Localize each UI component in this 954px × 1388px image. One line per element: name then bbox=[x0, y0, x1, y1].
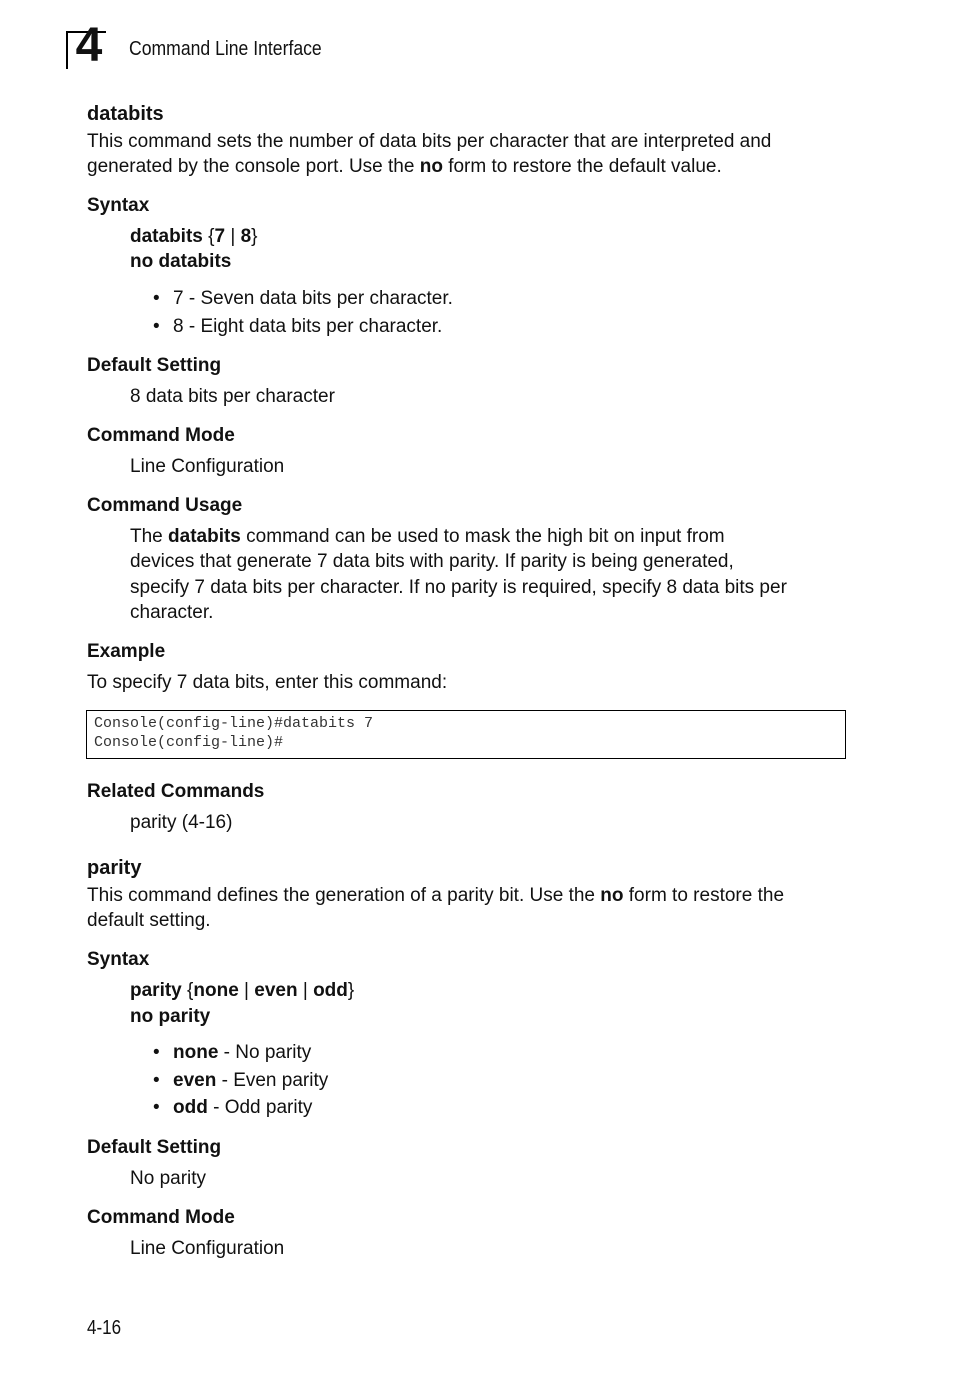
code-line: Console(config-line)# bbox=[94, 734, 284, 751]
databits-default-value: 8 data bits per character bbox=[130, 386, 335, 407]
parity-description-line-2: default setting. bbox=[87, 910, 211, 931]
databits-default-heading: Default Setting bbox=[87, 355, 222, 376]
parity-bullet-item: even - Even parity bbox=[173, 1070, 329, 1091]
databits-example-intro: To specify 7 data bits, enter this command: bbox=[87, 672, 448, 693]
bullet-glyph: • bbox=[153, 1070, 160, 1091]
databits-syntax-no-line: no databits bbox=[130, 251, 232, 272]
databits-example-heading: Example bbox=[87, 641, 166, 662]
parity-default-heading: Default Setting bbox=[87, 1137, 222, 1158]
code-line: Console(config-line)#databits 7 bbox=[94, 715, 374, 732]
bullet-glyph: • bbox=[153, 1097, 160, 1118]
databits-mode-value: Line Configuration bbox=[130, 456, 285, 477]
databits-title: databits bbox=[87, 103, 164, 125]
chapter-number: 4 bbox=[75, 19, 103, 72]
databits-related-link[interactable]: parity (4-16) bbox=[130, 812, 233, 833]
parity-title: parity bbox=[87, 857, 142, 879]
databits-usage-line-2: devices that generate 7 data bits with parity. If parity is being generated, bbox=[130, 551, 734, 572]
parity-syntax-no-line: no parity bbox=[130, 1006, 211, 1027]
parity-mode-value: Line Configuration bbox=[130, 1238, 285, 1259]
bullet-glyph: • bbox=[153, 288, 160, 309]
databits-bullet-item: 7 - Seven data bits per character. bbox=[173, 288, 453, 309]
parity-syntax-heading: Syntax bbox=[87, 949, 150, 970]
databits-mode-heading: Command Mode bbox=[87, 425, 235, 446]
databits-bullet-item: 8 - Eight data bits per character. bbox=[173, 316, 443, 337]
parity-default-value: No parity bbox=[130, 1168, 207, 1189]
databits-syntax-line: databits {7 | 8} bbox=[130, 226, 258, 247]
databits-usage-heading: Command Usage bbox=[87, 495, 243, 516]
parity-syntax-line: parity {none | even | odd} bbox=[130, 980, 355, 1001]
databits-usage-line-3: specify 7 data bits per character. If no parity is required, specify 8 data bits per bbox=[130, 577, 787, 598]
databits-description-line-1: This command sets the number of data bits per character that are interpreted and bbox=[87, 131, 772, 152]
parity-bullet-item: odd - Odd parity bbox=[173, 1097, 313, 1118]
parity-mode-heading: Command Mode bbox=[87, 1207, 235, 1228]
chapter-title: Command Line Interface bbox=[129, 38, 322, 60]
databits-related-heading: Related Commands bbox=[87, 781, 265, 802]
parity-bullet-item: none - No parity bbox=[173, 1042, 312, 1063]
page-number: 4-16 bbox=[87, 1317, 122, 1339]
parity-description-line-1: This command defines the generation of a parity bit. Use the no form to restore the bbox=[87, 885, 785, 906]
bullet-glyph: • bbox=[153, 1042, 160, 1063]
bullet-glyph: • bbox=[153, 316, 160, 337]
databits-syntax-heading: Syntax bbox=[87, 195, 150, 216]
databits-description-line-2: generated by the console port. Use the no form to restore the default value. bbox=[87, 156, 722, 177]
databits-usage-line-4: character. bbox=[130, 602, 214, 623]
databits-usage-line-1: The databits command can be used to mask the high bit on input from bbox=[130, 526, 725, 547]
